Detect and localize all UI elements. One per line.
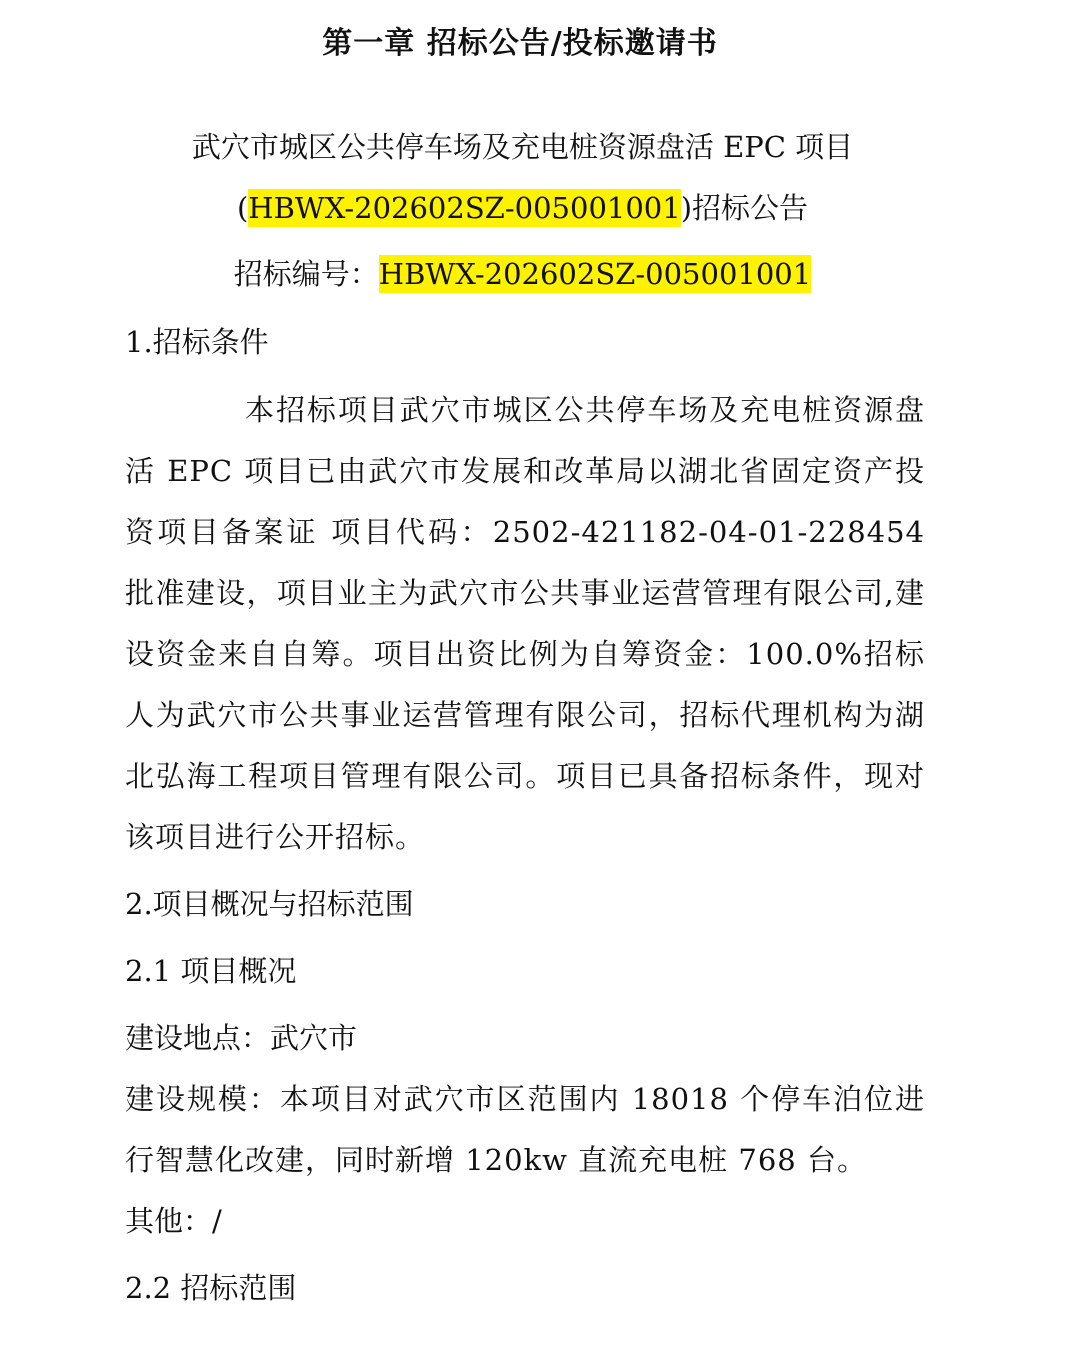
section2-1-heading: 2.1 项目概况 <box>125 954 297 988</box>
title-suffix: )招标公告 <box>680 191 809 225</box>
section2-heading: 2.项目概况与招标范围 <box>125 887 414 921</box>
bid-number-highlight: HBWX-202602SZ-005001001 <box>378 257 812 291</box>
bid-number-label: 招标编号： <box>233 257 379 291</box>
bid-number-line <box>0 252 1045 296</box>
chapter-title: 第一章 招标公告/投标邀请书 <box>322 26 718 61</box>
announcement-title-line2 <box>0 186 1045 230</box>
construction-location: 建设地点：武穴市 <box>125 1021 358 1055</box>
announcement-title-line1: 武穴市城区公共停车场及充电桩资源盘活 EPC 项目 <box>191 130 854 164</box>
section1-body: 本招标项目武穴市城区公共停车场及充电桩资源盘活 EPC 项目已由武穴市发展和改革局以湖北省固定资产投资项目备案证 项目代码：2502-421182-04-01-228454 批准建设，项目业主为武穴市公共事业运营管理有限公司,建设资金来自自筹。项目出资比例为自筹资金：100.0%招标人为武穴市公共事业运营管理有限公司，招标代理机构为湖北弘海工程项目管理有限公司。项目已具备招标条件，现对该项目进行公开招标。 <box>125 393 925 854</box>
section2-2-heading: 2.2 招标范围 <box>125 1271 297 1305</box>
section1-heading: 1.招标条件 <box>125 325 269 359</box>
other-info: 其他：/ <box>125 1204 222 1238</box>
project-code-highlight: HBWX-202602SZ-005001001 <box>248 191 681 225</box>
paren-open: ( <box>236 191 249 225</box>
construction-scale: 建设规模：本项目对武穴市区范围内 18018 个停车泊位进行智慧化改建，同时新增 120kw 直流充电桩 768 台。 <box>125 1082 925 1177</box>
